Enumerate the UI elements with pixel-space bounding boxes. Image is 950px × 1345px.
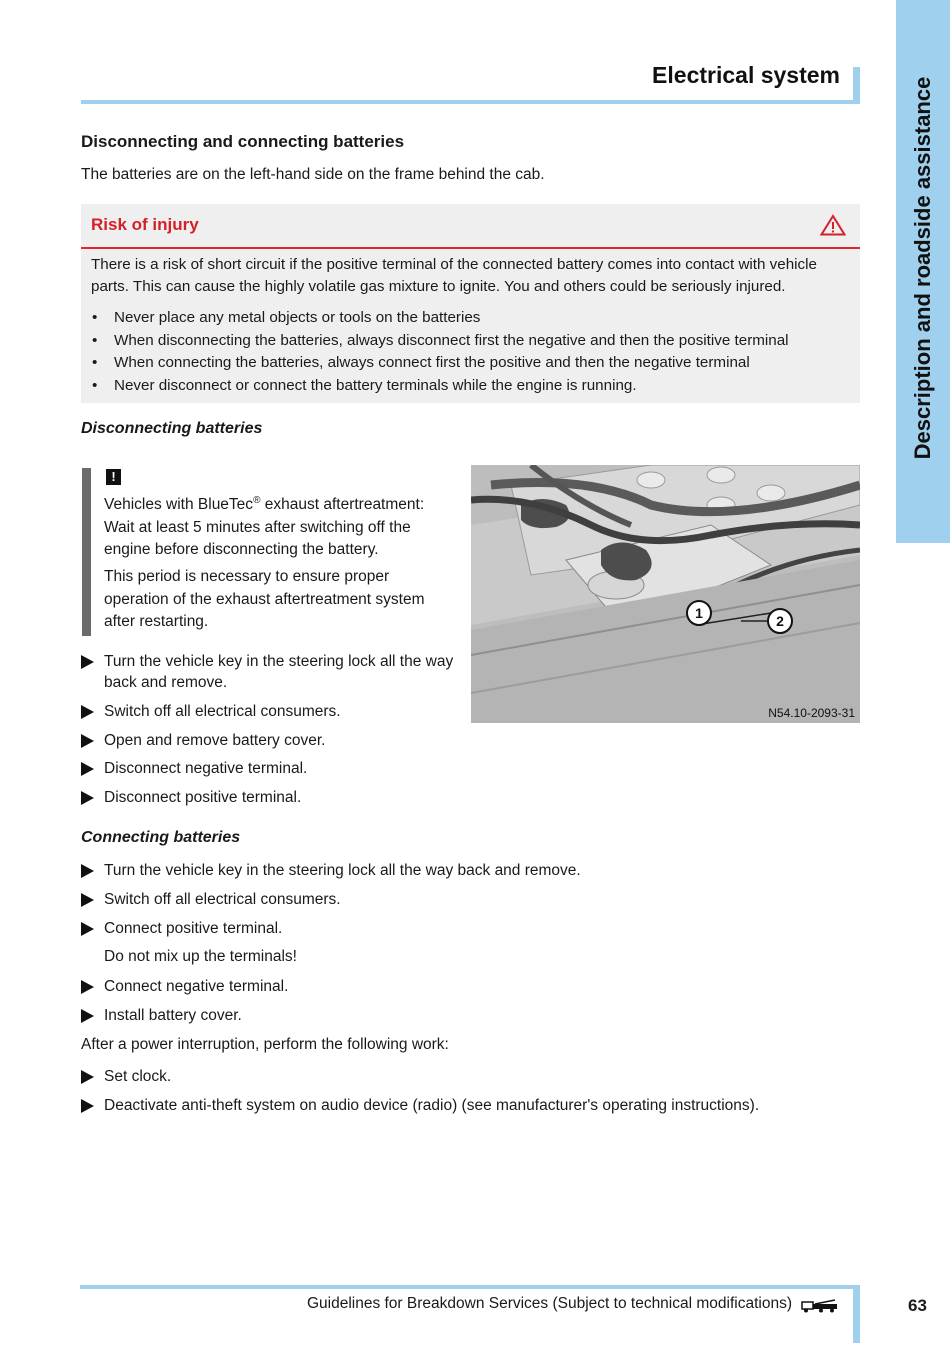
footer-accent-bar xyxy=(853,1285,860,1343)
side-tab-label: Description and roadside assistance xyxy=(910,76,935,460)
warning-list-item: • Never place any metal objects or tools on the batteries xyxy=(91,307,789,330)
step-arrow-icon xyxy=(81,655,94,669)
warning-list xyxy=(91,307,789,397)
step-arrow-icon xyxy=(81,705,94,719)
step-arrow-icon xyxy=(81,1099,94,1113)
figure-caption: N54.10-2093-31 xyxy=(768,706,855,720)
warning-list-item: • When disconnecting the batteries, always disconnect first the negative and then the positive terminal xyxy=(91,330,789,353)
page-number: 63 xyxy=(908,1296,927,1315)
connect-step-5: Install battery cover. xyxy=(81,1005,242,1026)
note-text-b: exhaust aftertreatment: Wait at least 5 minutes after switching off the engine before disconnecting the battery. xyxy=(104,496,425,559)
note-paragraph-1 xyxy=(104,490,449,562)
battery-illustration xyxy=(471,465,860,723)
page-header-title: Electrical system xyxy=(652,62,840,88)
exclamation-icon: ! xyxy=(106,469,121,485)
disconnect-step-4: Disconnect negative terminal. xyxy=(81,758,307,779)
note-paragraph-2: This period is necessary to ensure proper operation of the exhaust aftertreatment system after restarting. xyxy=(104,568,425,630)
connect-note: Do not mix up the terminals! xyxy=(104,948,297,965)
disconnecting-title: Disconnecting batteries xyxy=(81,420,263,437)
after-step-1: Set clock. xyxy=(81,1066,171,1087)
warning-box xyxy=(81,204,860,403)
connect-step-2: Switch off all electrical consumers. xyxy=(81,889,341,910)
warning-list-item: • When connecting the batteries, always connect first the positive and then the negative terminal xyxy=(91,352,789,375)
step-arrow-icon xyxy=(81,1070,94,1084)
warning-triangle-icon xyxy=(820,214,846,241)
footer-text: Guidelines for Breakdown Services (Subject to technical modifications) xyxy=(306,1295,792,1312)
step-arrow-icon xyxy=(81,922,94,936)
warning-header xyxy=(81,204,860,249)
connecting-title: Connecting batteries xyxy=(81,829,241,846)
section-title: Disconnecting and connecting batteries xyxy=(81,132,405,151)
disconnect-step-1: Turn the vehicle key in the steering lock all the way back and remove. xyxy=(81,651,454,693)
callout-2-label: 2 xyxy=(776,613,784,629)
connect-step-1: Turn the vehicle key in the steering lock all the way back and remove. xyxy=(81,860,581,881)
disconnect-step-5: Disconnect positive terminal. xyxy=(81,787,301,808)
step-arrow-icon xyxy=(81,864,94,878)
warning-title: Risk of injury xyxy=(91,215,199,234)
step-arrow-icon xyxy=(81,762,94,776)
after-interruption-text: After a power interruption, perform the following work: xyxy=(81,1036,449,1053)
warning-list-item: • Never disconnect or connect the battery terminals while the engine is running. xyxy=(91,375,789,398)
header-accent-bar xyxy=(853,67,860,104)
side-tab xyxy=(896,0,950,543)
disconnect-step-2: Switch off all electrical consumers. xyxy=(81,701,341,722)
registered-mark: ® xyxy=(253,495,261,506)
step-arrow-icon xyxy=(81,980,94,994)
note-text-a: Vehicles with BlueTec xyxy=(104,496,254,514)
connect-step-3: Connect positive terminal. xyxy=(81,918,282,939)
section-intro: The batteries are on the left-hand side on the frame behind the cab. xyxy=(81,166,545,183)
step-arrow-icon xyxy=(81,893,94,907)
step-arrow-icon xyxy=(81,791,94,805)
disconnect-step-3: Open and remove battery cover. xyxy=(81,730,325,751)
warning-text: There is a risk of short circuit if the positive terminal of the connected battery comes into contact with vehicle parts. This can cause the highly volatile gas mixture to ignite. You and others could be seriously injured. xyxy=(91,256,817,295)
step-arrow-icon xyxy=(81,1009,94,1023)
after-step-2: Deactivate anti-theft system on audio device (radio) (see manufacturer's operating instructions). xyxy=(81,1095,759,1116)
battery-figure xyxy=(471,465,860,723)
header-rule xyxy=(81,100,860,104)
callout-1-label: 1 xyxy=(695,605,703,621)
footer-rule xyxy=(80,1285,860,1289)
tow-truck-icon xyxy=(801,1299,839,1318)
connect-step-4: Connect negative terminal. xyxy=(81,976,288,997)
note-bar xyxy=(82,468,91,636)
step-arrow-icon xyxy=(81,734,94,748)
